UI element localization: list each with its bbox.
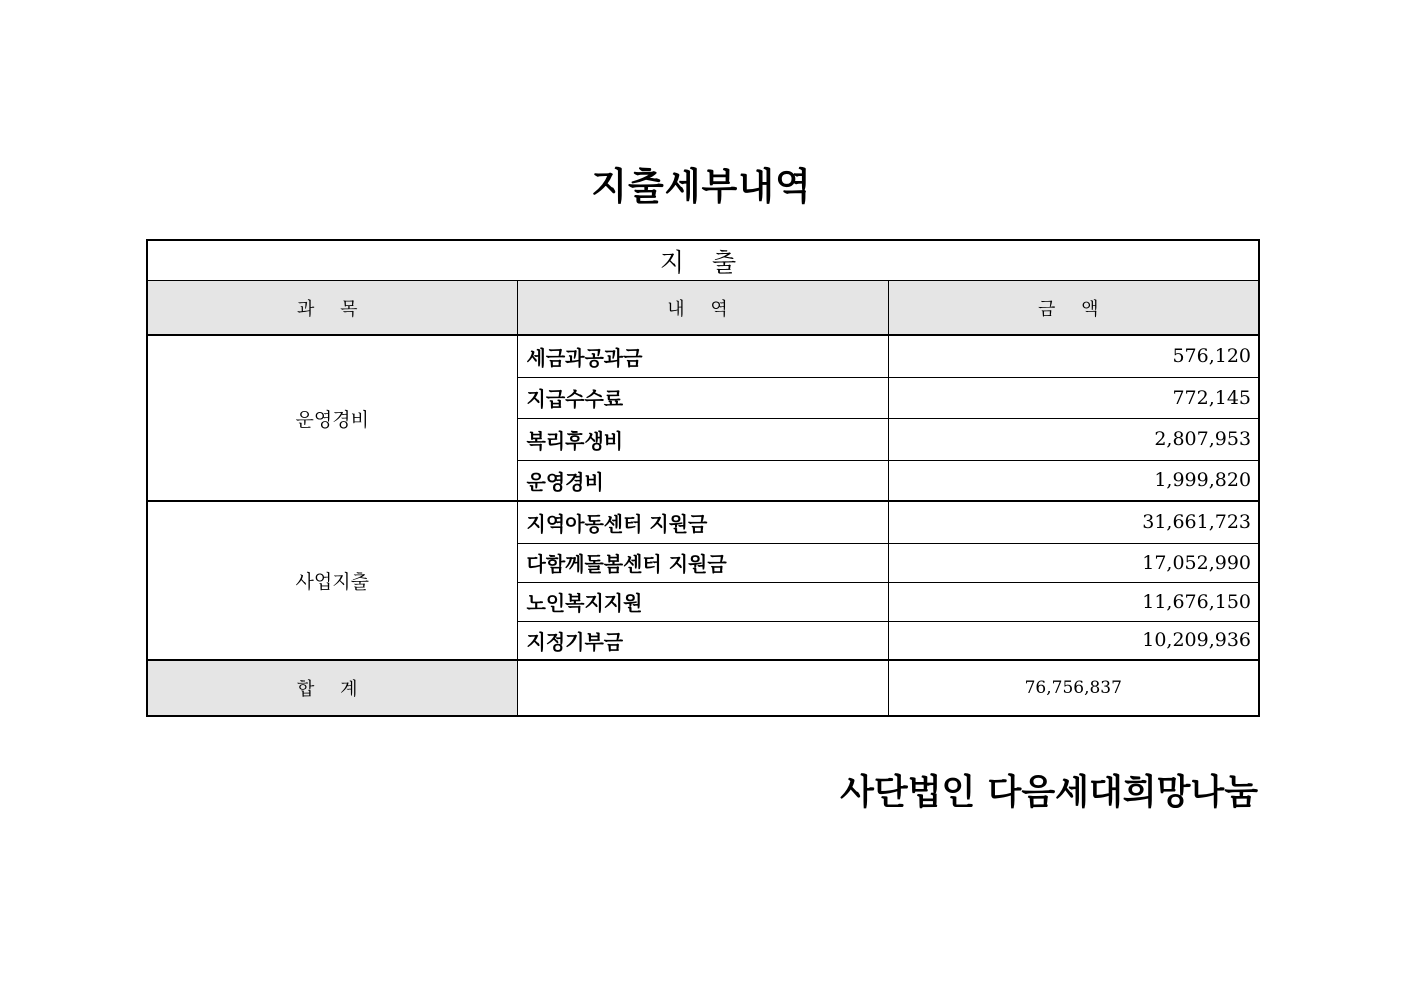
section-header: 지 출: [147, 240, 1259, 281]
item-cell: 운영경비: [517, 460, 888, 501]
total-detail: [517, 660, 888, 716]
amount-cell: 772,145: [888, 377, 1259, 418]
table-row: [147, 501, 1259, 543]
column-header-category: 과 목: [147, 281, 517, 336]
total-amount: 76,756,837: [888, 660, 1259, 716]
column-header-detail: 내 역: [517, 281, 888, 336]
item-cell: 지역아동센터 지원금: [517, 501, 888, 543]
amount-cell: 31,661,723: [888, 501, 1259, 543]
column-header-amount: 금 액: [888, 281, 1259, 336]
amount-cell: 2,807,953: [888, 418, 1259, 460]
column-header-row: [147, 281, 1259, 336]
amount-cell: 576,120: [888, 335, 1259, 377]
section-header-row: [147, 240, 1259, 281]
amount-cell: 1,999,820: [888, 460, 1259, 501]
document-title: 지출세부내역: [591, 165, 812, 208]
table-row: [147, 335, 1259, 377]
total-label: 합 계: [147, 660, 517, 716]
item-cell: 복리후생비: [517, 418, 888, 460]
total-row: [147, 660, 1259, 716]
item-cell: 지정기부금: [517, 621, 888, 660]
item-cell: 세금과공과금: [517, 335, 888, 377]
amount-cell: 17,052,990: [888, 543, 1259, 582]
item-cell: 다함께돌봄센터 지원금: [517, 543, 888, 582]
expense-table: [146, 239, 1260, 717]
item-cell: 노인복지지원: [517, 582, 888, 621]
category-cell-operating: 운영경비: [147, 335, 517, 501]
amount-cell: 10,209,936: [888, 621, 1259, 660]
item-cell: 지급수수료: [517, 377, 888, 418]
amount-cell: 11,676,150: [888, 582, 1259, 621]
category-cell-business: 사업지출: [147, 501, 517, 660]
organization-name: 사단법인 다음세대희망나눔: [840, 773, 1258, 813]
